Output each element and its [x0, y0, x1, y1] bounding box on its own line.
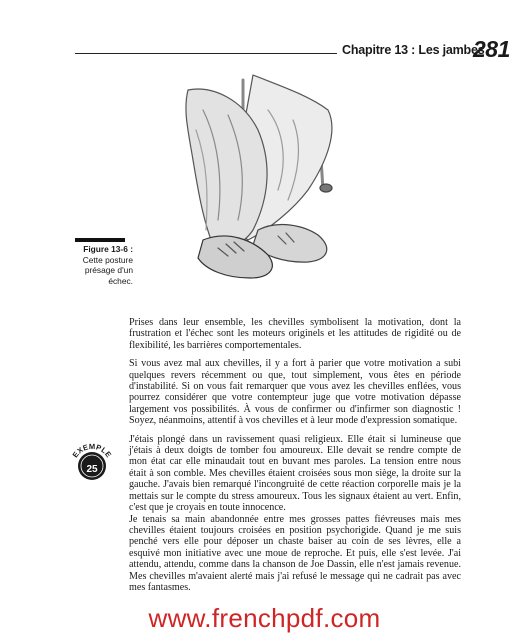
- body-text: [129, 317, 461, 593]
- watermark: www.frenchpdf.com: [148, 603, 381, 633]
- figure-caption: [75, 244, 133, 286]
- example-paragraph: J'étais plongé dans un ravissement quasi religieux. Elle était si lumineuse que j'étais à deux doigts de tomber fou amoureux. Elle devait se rendre compte de mon état car elle minaudait tout en buvant mes paroles. La tension entre nous était à son comble. Mes chevilles étaient croisées sous mon siège, la droite sur la gauche. J'avais bien remarqué l'incongruité de cette réaction corporelle mais je la mettais sur le compte du stress amoureux. Tous les signaux étaient au vert. Enfin, c'est que je croyais en toute innocence.: [129, 433, 461, 514]
- figure-caption-rule: [75, 238, 125, 242]
- header-rule: [75, 53, 337, 54]
- example-paragraph: Je tenais sa main abandonnée entre mes grosses pattes fiévreuses mais mes chevilles étaient toujours croisées en position psychorigide. Quand je me suis penché vers elle pour déposer un chaste baiser au coin de ses lèvres, elle a esquivé mon initiative avec une moue de reproche. Et puis, elle s'est levée. J'ai attendu, attendu, comme dans la chanson de Joe Dassin, elle n'est jamais revenue. Mes chevilles m'avaient alerté mais j'ai refusé le message qui ne cadrait pas avec mes fantasmes.: [129, 513, 461, 593]
- figure-caption-text: Cette posture présage d'un échec.: [82, 254, 133, 286]
- example-seal-number: 25: [86, 464, 98, 475]
- page-number: 281: [473, 36, 510, 62]
- example-seal-label: EXEMPLE: [70, 441, 114, 460]
- body-paragraph: Prises dans leur ensemble, les chevilles symbolisent la motivation, dont la frustration et l'échec sont les moteurs originels et les attitudes de rigidité ou de flexibilité, les barrières comportementales.: [129, 317, 461, 351]
- crossed-legs-illustration: [158, 70, 388, 315]
- figure-label: Figure 13-6 :: [83, 244, 133, 254]
- body-paragraph: Si vous avez mal aux chevilles, il y a fort à parier que votre motivation a subi quelques revers récemment ou que, tout simplement, vous êtes en période d'instabilité. Si on vous fait remarquer que vous avez les chevilles enflées, vous pourrez considérer que votre contempteur juge que votre motivation dépasse largement vos possibilités. À vous de confirmer ou d'infirmer son diagnostic ! Soyez, néanmoins, attentif à vos chevilles et à leur mode d'expression somatique.: [129, 358, 461, 427]
- chapter-title: Chapitre 13 : Les jambes: [342, 43, 485, 57]
- example-seal-icon: [66, 437, 118, 489]
